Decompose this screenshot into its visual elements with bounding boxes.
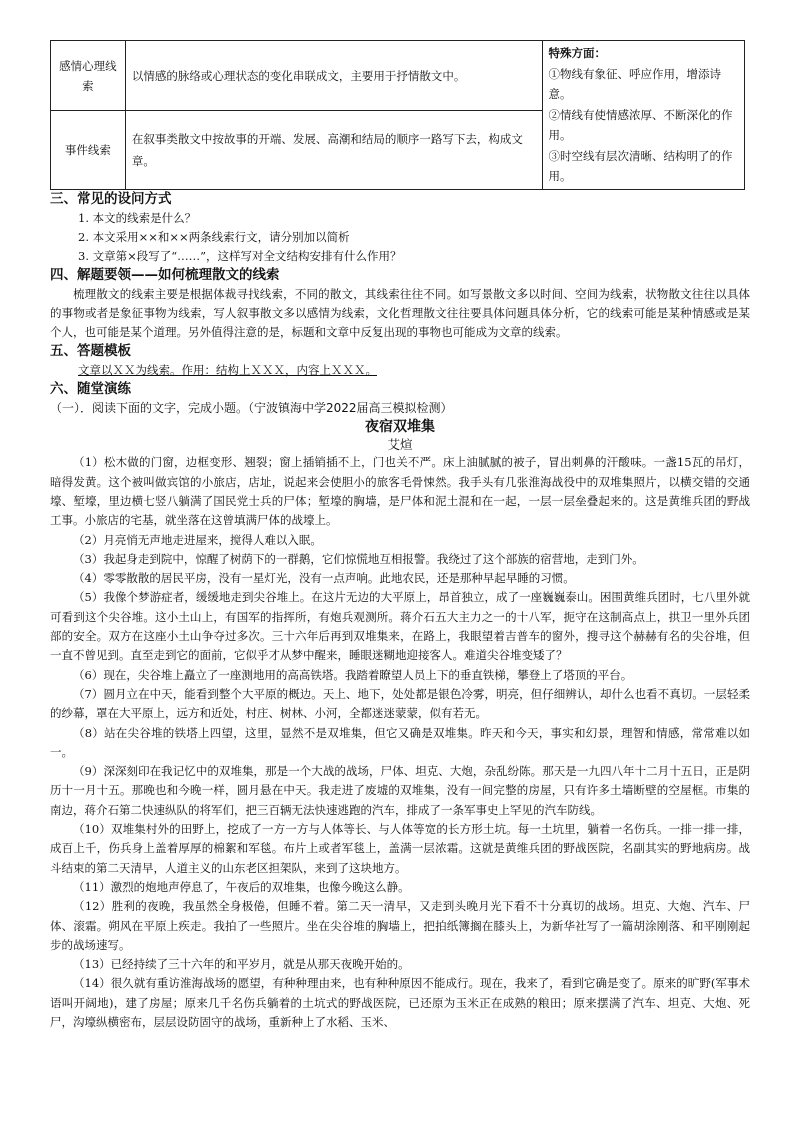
exercise-intro: （一）．阅读下面的文字，完成小题。（宁波镇海中学2022届高三模拟检测） [50, 401, 453, 416]
special-item: ②情线有使情感浓厚、不断深化的作用。 [548, 107, 733, 142]
article-paragraph: （9）深深刻印在我记忆中的双堆集，那是一个大战的战场，尸体、坦克、大炮，杂乱纷陈。那天是一九四八年十二月十五日，正是阴历十一月十五。那晚也和今晚一样，圆月悬在中天。我走进了废墟的双堆集，没有一间完整的房屋，只有许多土墙断壁的空屋框。市集的南边，蒋介石第二快速纵队的将军们，把三百辆无法快速逃跑的汽车，排成了一条军事史上罕见的汽车防线。 [50, 764, 750, 817]
article-paragraph: （7）圆月立在中天，能看到整个大平原的概边。天上、地下，处处都是银色冷雾，明亮，但仔细辨认，却什么也看不真切。一层轻柔的纱幕，罩在大平原上，远方和近处，村庄、树林、小河，全都迷迷蒙蒙，似有若无。 [50, 686, 750, 721]
article-author: 艾煊 [387, 437, 413, 453]
article-paragraph: （11）激烈的炮地声停息了，午夜后的双堆集，也像今晚这么静。 [73, 879, 410, 894]
article-paragraph: （4）零零散散的居民平房，没有一星灯光，没有一点声响。此地农民，还是那种早起早睡的习惯。 [73, 571, 575, 586]
special-aspects-cell [542, 41, 744, 190]
section-heading-template: 五、答题模板 [50, 343, 131, 360]
article-paragraph: （5）我像个梦游症者，缓缓地走到尖谷堆上。在这片无边的大平原上，昂首独立，成了一座巍巍泰山。困围黄维兵团时，七八里外就可看到这个尖谷堆。这小土山上，有国军的指挥所，有炮兵观测所。蒋介石五大主力之一的十八军，扼守在这制高点上，拱卫一里外兵团部的安全。双方在这座小土山争夺过多次。三十六年后再到双堆集来，在路上，我眼望着吉普车的窗外，搜寻这个赫赫有名的尖谷堆，但一直不曾见到。直至走到它的面前，它似乎才从梦中醒来，睡眼迷糊地迎接客人。难道尖谷堆变矮了？ [50, 590, 750, 663]
question-item: 2. 本文采用××和××两条线索行文，请分别加以简析 [78, 229, 350, 244]
article-paragraph: （2）月亮悄无声地走进屋来，搅得人难以入眠。 [73, 532, 322, 547]
section-heading-method: 四、解题要领——如何梳理散文的线索 [50, 266, 280, 283]
section-heading-practice: 六、随堂演练 [50, 381, 131, 398]
article-paragraph: （6）现在，尖谷堆上矗立了一座测地用的高高铁塔。我踏着瞭望人员上下的垂直铁梯，攀登上了塔顶的平台。 [73, 667, 633, 682]
question-item: 3. 文章第×段写了“……”，这样写对全文结构安排有什么作用？ [78, 248, 402, 263]
row-desc-event: 在叙事类散文中按故事的开端、发展、高潮和结局的顺序一路写下去，构成文章。 [125, 111, 542, 189]
article-paragraph: （13）已经持续了三十六年的和平岁月，就是从那天夜晚开始的。 [73, 957, 410, 972]
article-paragraph: （3）我起身走到院中，惊醒了树荫下的一群鹅，它们惊慌地互相报警。我绕过了这个部族的宿营地，走到门外。 [73, 551, 644, 566]
method-paragraph: 梳理散文的线索主要是根据体裁寻找线索，不同的散文，其线索往往不同。如写景散文多以时间、空间为线索，状物散文往往以具体的事物或者是象征事物为线索，写人叙事散文多以感情为线索，文化哲理散文往往要具体问题具体分析，它的线索可能是某种情感或是某个人，也可能是某个道理。另外值得注意的是，标题和文章中反复出现的事物也可能成为文章的线索。 [50, 286, 750, 340]
row-label-event: 事件线索 [51, 111, 126, 189]
table-row [51, 41, 745, 111]
article-paragraph: （14）很久就有重访淮海战场的愿望，有种种理由来，也有种种原因不能成行。现在，我来了，看到它确是变了。原来的旷野(军事术语叫开阔地)，建了房屋；原来几千名伤兵躺着的土坑式的野战医院，已还原为玉米正在成熟的粮田；原来摆满了汽车、坦克、大炮、死尸，沟壕纵横密布，层层设防固守的战场，重新种上了水稻、玉米、 [50, 976, 750, 1029]
document-page [50, 40, 750, 1032]
answer-template: 文章以ＸＸ为线索。作用：结构上ＸＸＸ，内容上ＸＸＸ。 [78, 363, 377, 378]
row-label-emotion: 感情心理线索 [51, 41, 126, 111]
row-desc-emotion: 以情感的脉络或心理状态的变化串联成文，主要用于抒情散文中。 [125, 41, 542, 111]
question-item: 1. 本文的线索是什么？ [78, 210, 197, 225]
special-item: ③时空线有层次清晰、结构明了的作用。 [548, 148, 733, 183]
section-heading-questions: 三、常见的设问方式 [50, 190, 172, 207]
article-paragraph: （1）松木做的门窗，边框变形、翘裂；窗上插销插不上，门也关不严。床上油腻腻的被子，冒出刺鼻的汗酸味。一盏15瓦的吊灯，暗得发黄。这个被叫做宾馆的小旅店，店址，说起来会使胆小的旅客毛骨悚然。我手头有几张淮海战役中的双堆集照片，以横交错的交通壕、堑壕，里边横七竖八躺满了国民党士兵的尸体；堑壕的胸墙，是尸体和泥土混和在一起，一层一层垒叠起来的。这是黄维兵团的野战工事。小旅店的宅基，就坐落在这曾填满尸体的战壕上。 [50, 455, 750, 528]
article-paragraph: （8）站在尖谷堆的铁塔上四望，这里，显然不是双堆集，但它又确是双堆集。昨天和今天，事实和幻景，理智和情感，常常难以如一。 [50, 725, 750, 759]
article-title: 夜宿双堆集 [365, 419, 435, 436]
special-item: ①物线有象征、呼应作用，增添诗意。 [548, 66, 722, 101]
clue-types-table [50, 40, 745, 190]
article-paragraph: （10）双堆集村外的田野上，挖成了一方一方与人体等长、与人体等宽的长方形土坑。每一土坑里，躺着一名伤兵。一排一排一排，成百上千，伤兵身上盖着厚厚的棉絮和军毯。布片上或者军毯上，盖满一层浓霜。这就是黄维兵团的野战医院，名副其实的野地病房。战斗结束的第二天清早，人道主义的山东老区担架队，来到了这块地方。 [50, 822, 750, 875]
special-aspects-title: 特殊方面： [548, 46, 607, 60]
article-paragraph: （12）胜利的夜晚，我虽然全身极倦，但睡不着。第二天一清早，又走到头晚月光下看不十分真切的战场。坦克、大炮、汽车、尸体、滚霜。朔风在平原上疾走。我拍了一些照片。坐在尖谷堆的胸墙上，把拍纸簿搁在膝头上，为新华社写了一篇胡涂刚落、和平刚刚起步的战场速写。 [50, 899, 750, 952]
